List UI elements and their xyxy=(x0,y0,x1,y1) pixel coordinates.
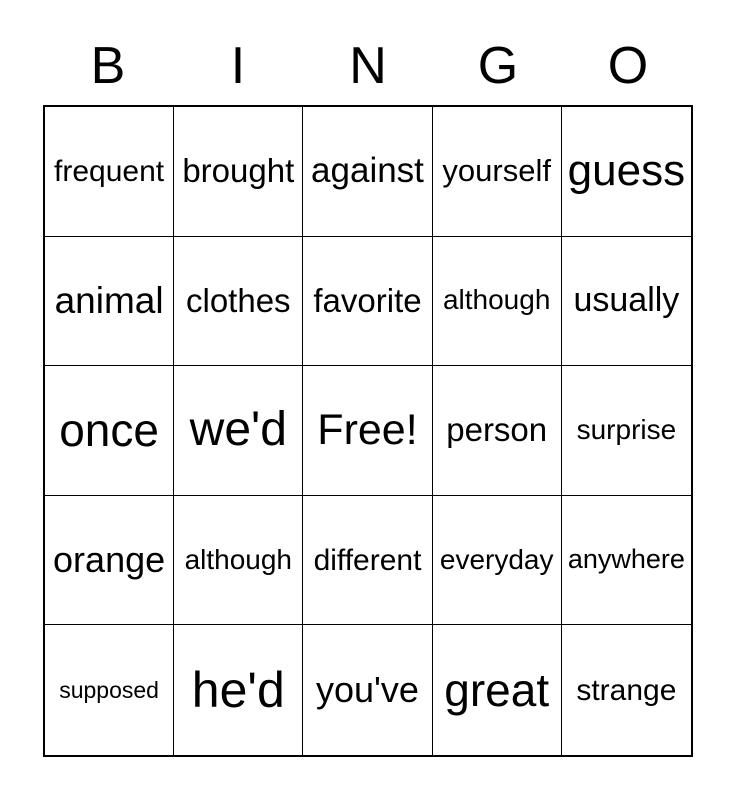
bingo-cell[interactable]: although xyxy=(174,496,303,626)
bingo-cell-free[interactable]: Free! xyxy=(303,366,432,496)
bingo-grid xyxy=(43,105,693,757)
bingo-cell[interactable]: usually xyxy=(562,237,691,367)
bingo-cell[interactable]: everyday xyxy=(433,496,562,626)
bingo-cell[interactable]: against xyxy=(303,107,432,237)
bingo-cell[interactable]: you've xyxy=(303,625,432,755)
bingo-title xyxy=(43,0,693,105)
bingo-cell[interactable]: different xyxy=(303,496,432,626)
title-letter-n: N xyxy=(349,36,387,95)
bingo-cell[interactable]: brought xyxy=(174,107,303,237)
bingo-card xyxy=(43,0,693,757)
bingo-cell[interactable]: person xyxy=(433,366,562,496)
bingo-cell[interactable]: he'd xyxy=(174,625,303,755)
bingo-cell[interactable]: once xyxy=(45,366,174,496)
title-letter-o: O xyxy=(607,36,649,95)
bingo-cell[interactable]: strange xyxy=(562,625,691,755)
bingo-cell[interactable]: we'd xyxy=(174,366,303,496)
title-letter-g: G xyxy=(477,36,519,95)
title-letter-i: I xyxy=(230,36,246,95)
title-letter-b: B xyxy=(90,36,126,95)
bingo-cell[interactable]: great xyxy=(433,625,562,755)
bingo-cell[interactable]: clothes xyxy=(174,237,303,367)
bingo-cell[interactable]: anywhere xyxy=(562,496,691,626)
bingo-cell[interactable]: although xyxy=(433,237,562,367)
bingo-cell[interactable]: frequent xyxy=(45,107,174,237)
bingo-cell[interactable]: guess xyxy=(562,107,691,237)
bingo-cell[interactable]: yourself xyxy=(433,107,562,237)
bingo-cell[interactable]: orange xyxy=(45,496,174,626)
bingo-cell[interactable]: favorite xyxy=(303,237,432,367)
bingo-cell[interactable]: supposed xyxy=(45,625,174,755)
bingo-cell[interactable]: surprise xyxy=(562,366,691,496)
bingo-cell[interactable]: animal xyxy=(45,237,174,367)
